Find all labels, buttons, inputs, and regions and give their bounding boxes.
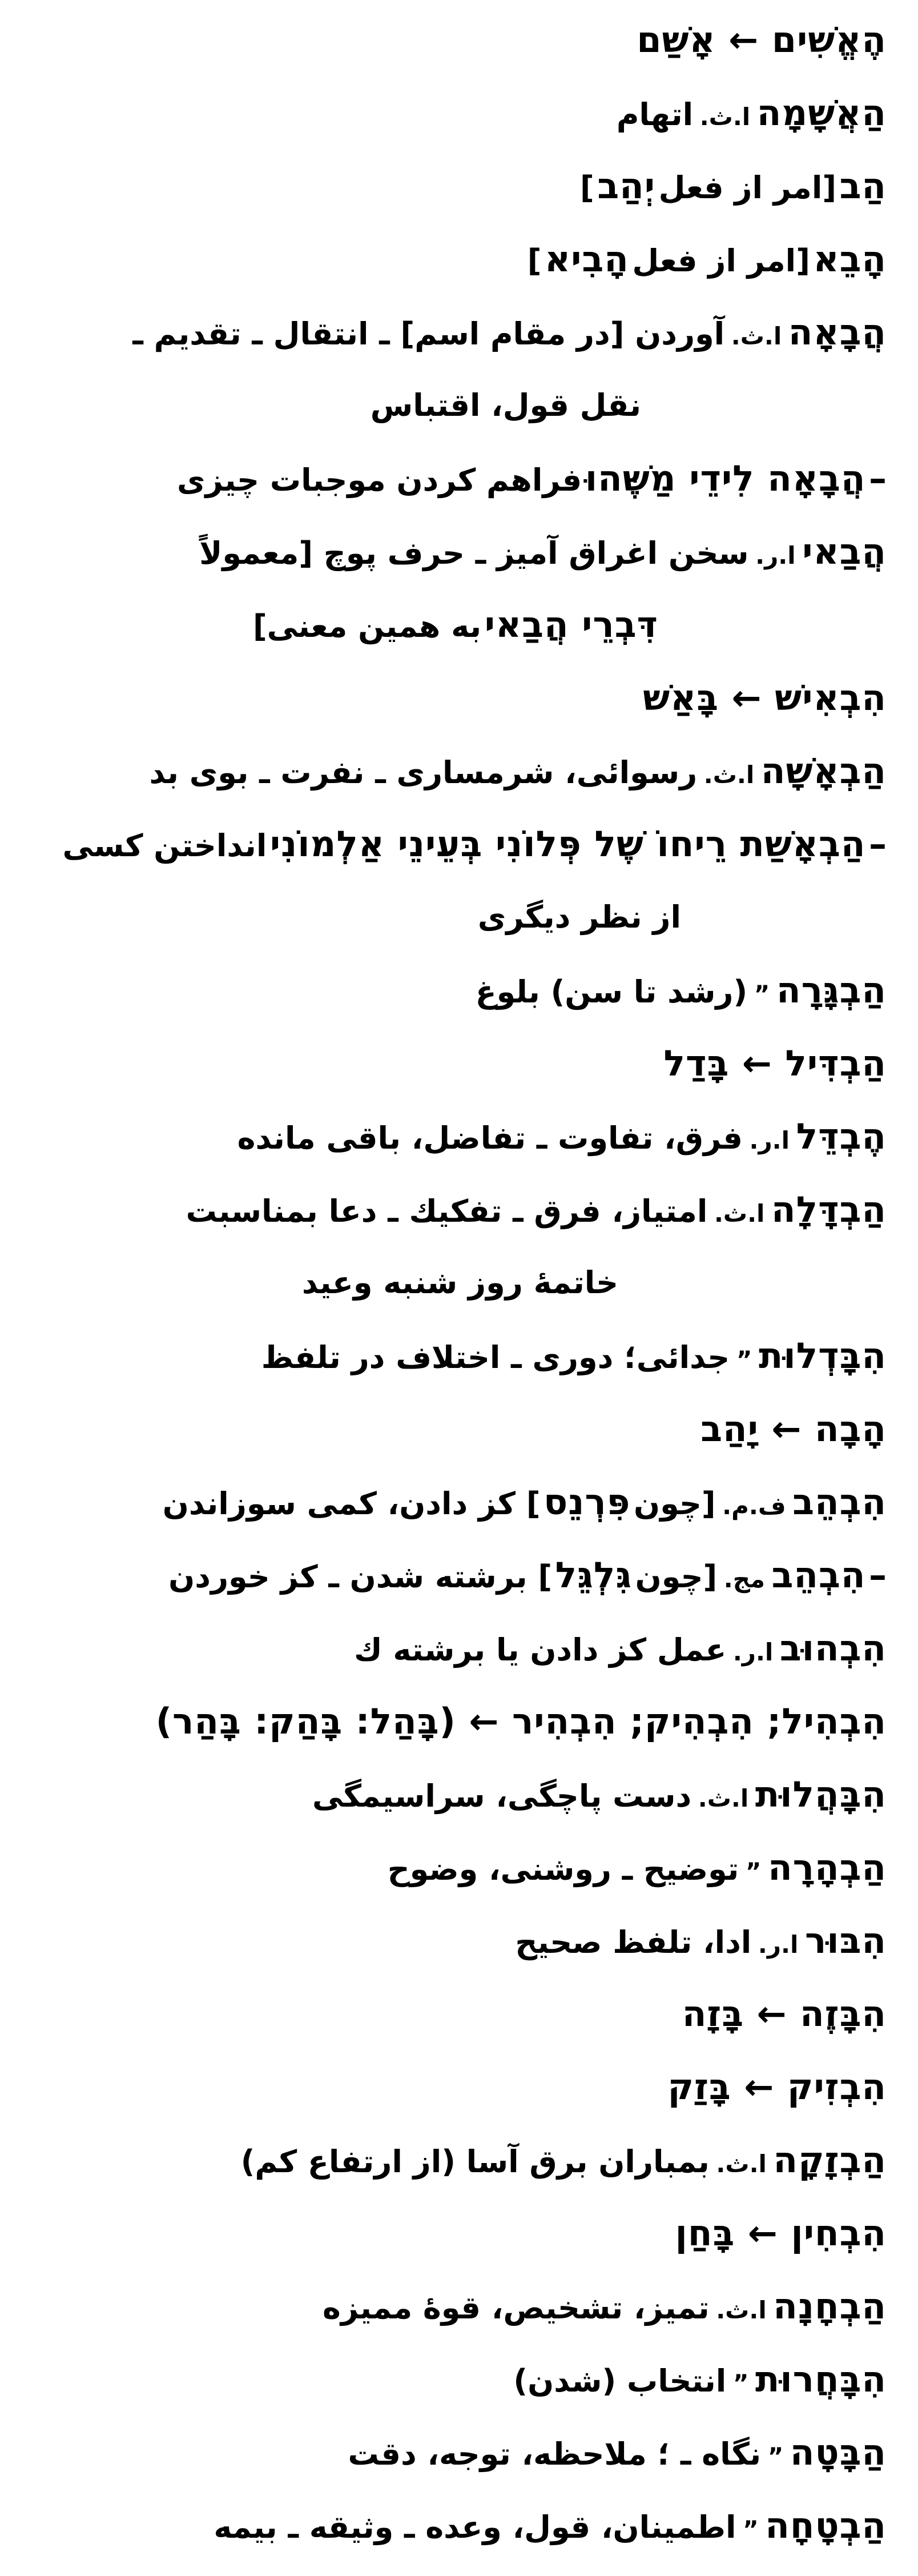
subentry-dash: – — [869, 458, 887, 499]
hebrew-text: הִבָּדְלוּת — [759, 1335, 887, 1377]
hebrew-text: גִּלְגֵּל — [555, 1554, 633, 1596]
hebrew-text: הַאֲשָׁמָה — [756, 92, 887, 134]
grammar-marker: ا.ث. — [699, 103, 751, 131]
entry-line-18 — [0, 1246, 918, 1319]
persian-definition: رسوائی، شرمساری ـ نفرت ـ بوی بد — [149, 755, 698, 791]
hebrew-text: הַבְטָחָה — [765, 2505, 887, 2546]
grammar-marker: ” — [745, 1857, 762, 1885]
hebrew-text: יְהַב — [597, 165, 655, 207]
entry-line-28 — [0, 1977, 918, 2051]
entry-line-13 — [0, 881, 918, 954]
grammar-marker: ” — [732, 2369, 749, 2397]
grammar-marker: ا.ث. — [698, 1784, 749, 1812]
persian-definition: اطمینان، قول، وعده ـ وثیقه ـ بیمه — [214, 2509, 736, 2545]
entry-line-1 — [0, 3, 918, 77]
persian-definition: ادا، تلفظ صحیح — [515, 1924, 752, 1960]
entry-line-8 — [0, 515, 918, 588]
dictionary-column — [0, 3, 918, 2562]
persian-definition: ] — [580, 170, 594, 206]
entry-line-11 — [0, 735, 918, 808]
entry-line-21 — [0, 1466, 918, 1539]
hebrew-text: הִבְהוּב — [779, 1627, 887, 1669]
grammar-marker: ا.ث. — [716, 2150, 767, 2178]
grammar-marker: ا.ر. — [758, 1931, 799, 1959]
persian-definition: [چون — [634, 1486, 716, 1522]
persian-definition: انتخاب (شدن) — [513, 2363, 727, 2399]
persian-definition: (رشد تا سن) بلوغ — [475, 974, 748, 1010]
hebrew-text: הַבְאָשַׁת רֵיחוֹ שֶׁל פְּלוֹנִי בְּעֵינֵי אַלְמוֹנִי — [269, 823, 866, 865]
hebrew-text: הַבְדִּיל ← בָּדַל — [663, 1042, 887, 1084]
hebrew-text: הַבָּטָה — [790, 2431, 887, 2473]
hebrew-text: הָבֵא — [813, 238, 887, 280]
entry-line-33 — [0, 2343, 918, 2416]
hebrew-text: הִבּוּר — [804, 1920, 887, 1961]
persian-definition: اتهام — [616, 97, 694, 133]
grammar-marker: ا.ث. — [714, 1199, 765, 1227]
hebrew-text: הִבְהִיל; הִבְהִיק; הִבְהִיר ← (בָּהַל: בָּהַק: בָּהַר) — [155, 1700, 887, 1742]
entry-line-12 — [0, 808, 918, 881]
hebrew-text: הָבָה ← יָהַב — [700, 1408, 887, 1450]
persian-definition: [چون — [635, 1559, 718, 1595]
entry-line-6 — [0, 369, 918, 442]
grammar-marker: ا.ر. — [755, 541, 796, 569]
grammar-marker: ” — [743, 2515, 759, 2543]
entry-line-23 — [0, 1612, 918, 1685]
grammar-marker: ” — [736, 1346, 752, 1374]
entry-line-26 — [0, 1831, 918, 1904]
persian-definition: ] کز دادن، کمی سوزاندن — [162, 1486, 541, 1522]
persian-definition: به همین معنی] — [253, 608, 482, 644]
hebrew-text: הַב — [839, 165, 887, 207]
persian-definition: تمیز، تشخیص، قوهٔ ممیزه — [322, 2290, 710, 2326]
grammar-marker: ا.ث. — [716, 2296, 767, 2324]
persian-definition: بمباران برق آسا (از ارتفاع کم) — [240, 2144, 710, 2180]
persian-definition: انداختن کسی — [62, 828, 267, 864]
subentry-dash: – — [869, 1554, 887, 1596]
entry-line-22 — [0, 1539, 918, 1612]
persian-definition: امتیاز، فرق ـ تفکیك ـ دعا بمناسبت — [186, 1193, 708, 1229]
grammar-marker: ا.ث. — [703, 761, 755, 789]
entry-line-5 — [0, 296, 918, 369]
grammar-marker: ” — [767, 2442, 784, 2470]
entry-line-16 — [0, 1100, 918, 1173]
entry-line-7 — [0, 442, 918, 515]
persian-definition: نگاه ـ ؛ ملاحظه، توجه، دقت — [348, 2436, 762, 2472]
entry-line-25 — [0, 1758, 918, 1831]
hebrew-text: הֲבָאָה לִידֵי מַשֶּׁהוּ — [585, 458, 866, 499]
grammar-marker: ا.ر. — [749, 1126, 790, 1154]
persian-definition: جدائی؛ دوری ـ اختلاف در تلفظ — [261, 1339, 730, 1375]
hebrew-text: הַבְדָּלָה — [771, 1189, 887, 1230]
persian-definition: [امر از فعل — [632, 243, 810, 279]
hebrew-text: הַבְהָרָה — [768, 1847, 887, 1888]
hebrew-text: הֲבַאי — [802, 531, 887, 572]
hebrew-text: הִבָּחֲרוּת — [755, 2358, 887, 2400]
hebrew-text: הִבְהֵב — [792, 1481, 887, 1523]
hebrew-text: הִבְחִין ← בָּחַן — [675, 2212, 887, 2254]
entry-line-19 — [0, 1319, 918, 1393]
entry-line-35 — [0, 2489, 918, 2562]
entry-line-32 — [0, 2270, 918, 2343]
entry-line-20 — [0, 1393, 918, 1466]
persian-definition: خاتمهٔ روز شنبه وعید — [301, 1265, 618, 1301]
persian-definition: توضیح ـ روشنی، وضوح — [387, 1851, 739, 1887]
persian-definition: فراهم کردن موجبات چیزی — [177, 462, 582, 498]
entry-line-27 — [0, 1904, 918, 1977]
hebrew-text: הִבָּזֶה ← בָּזָה — [682, 1993, 887, 2035]
persian-definition: سخن اغراق آمیز ـ حرف پوچ [معمولاً — [199, 535, 749, 571]
entry-line-29 — [0, 2051, 918, 2124]
persian-definition: از نظر دیگری — [477, 899, 681, 935]
grammar-marker: ا.ث. — [731, 322, 782, 350]
hebrew-text: הִבְזִיק ← בָּזַק — [667, 2066, 887, 2108]
hebrew-text: הִבְאִישׁ ← בָּאַשׁ — [643, 677, 887, 719]
entry-line-30 — [0, 2124, 918, 2197]
grammar-marker: ف.م. — [722, 1492, 786, 1520]
hebrew-text: הִבָּהֲלוּת — [755, 1773, 887, 1815]
hebrew-text: הַבְגָּרָה — [776, 969, 887, 1011]
persian-definition: ] — [527, 243, 542, 279]
persian-definition: فرق، تفاوت ـ تفاضل، باقی مانده — [237, 1120, 743, 1156]
grammar-marker: مج. — [723, 1565, 766, 1593]
persian-definition: نقل قول، اقتباس — [370, 387, 641, 423]
entry-line-2 — [0, 77, 918, 150]
persian-definition: عمل کز دادن یا برشته ك — [354, 1632, 727, 1668]
entry-line-31 — [0, 2197, 918, 2270]
hebrew-text: הַבְזָקָה — [773, 2139, 887, 2181]
hebrew-text: הֶבְדֵּל — [796, 1116, 887, 1157]
persian-definition: دست پاچگی، سراسیمگی — [312, 1778, 692, 1814]
hebrew-text: דִּבְרֵי הֲבַאי — [484, 604, 658, 645]
entry-line-14 — [0, 954, 918, 1027]
hebrew-text: הֲבָאָה — [788, 311, 887, 353]
persian-definition: آوردن [در مقام اسم] ـ انتقال ـ تقدیم ـ — [132, 316, 725, 352]
persian-definition: ] برشته شدن ـ کز خوردن — [168, 1559, 553, 1595]
hebrew-text: הַבְחָנָה — [773, 2285, 887, 2327]
hebrew-text: הֶאֱשִׁים ← אָשַׁם — [637, 19, 887, 61]
hebrew-text: הַבְאָשָׁה — [760, 750, 887, 792]
entry-line-3 — [0, 150, 918, 223]
hebrew-text: הָבִיא — [545, 238, 629, 280]
entry-line-24 — [0, 1685, 918, 1758]
persian-definition: [امر از فعل — [658, 170, 837, 206]
entry-line-10 — [0, 661, 918, 735]
grammar-marker: ا.ر. — [732, 1638, 774, 1666]
entry-line-34 — [0, 2416, 918, 2489]
hebrew-text: פִּרְנֵס — [543, 1481, 631, 1523]
entry-line-15 — [0, 1027, 918, 1100]
entry-line-17 — [0, 1173, 918, 1246]
subentry-dash: – — [869, 823, 887, 865]
entry-line-4 — [0, 223, 918, 296]
entry-line-9 — [0, 588, 918, 661]
hebrew-text: הִבְהֵב — [771, 1554, 866, 1596]
grammar-marker: ” — [754, 980, 770, 1008]
